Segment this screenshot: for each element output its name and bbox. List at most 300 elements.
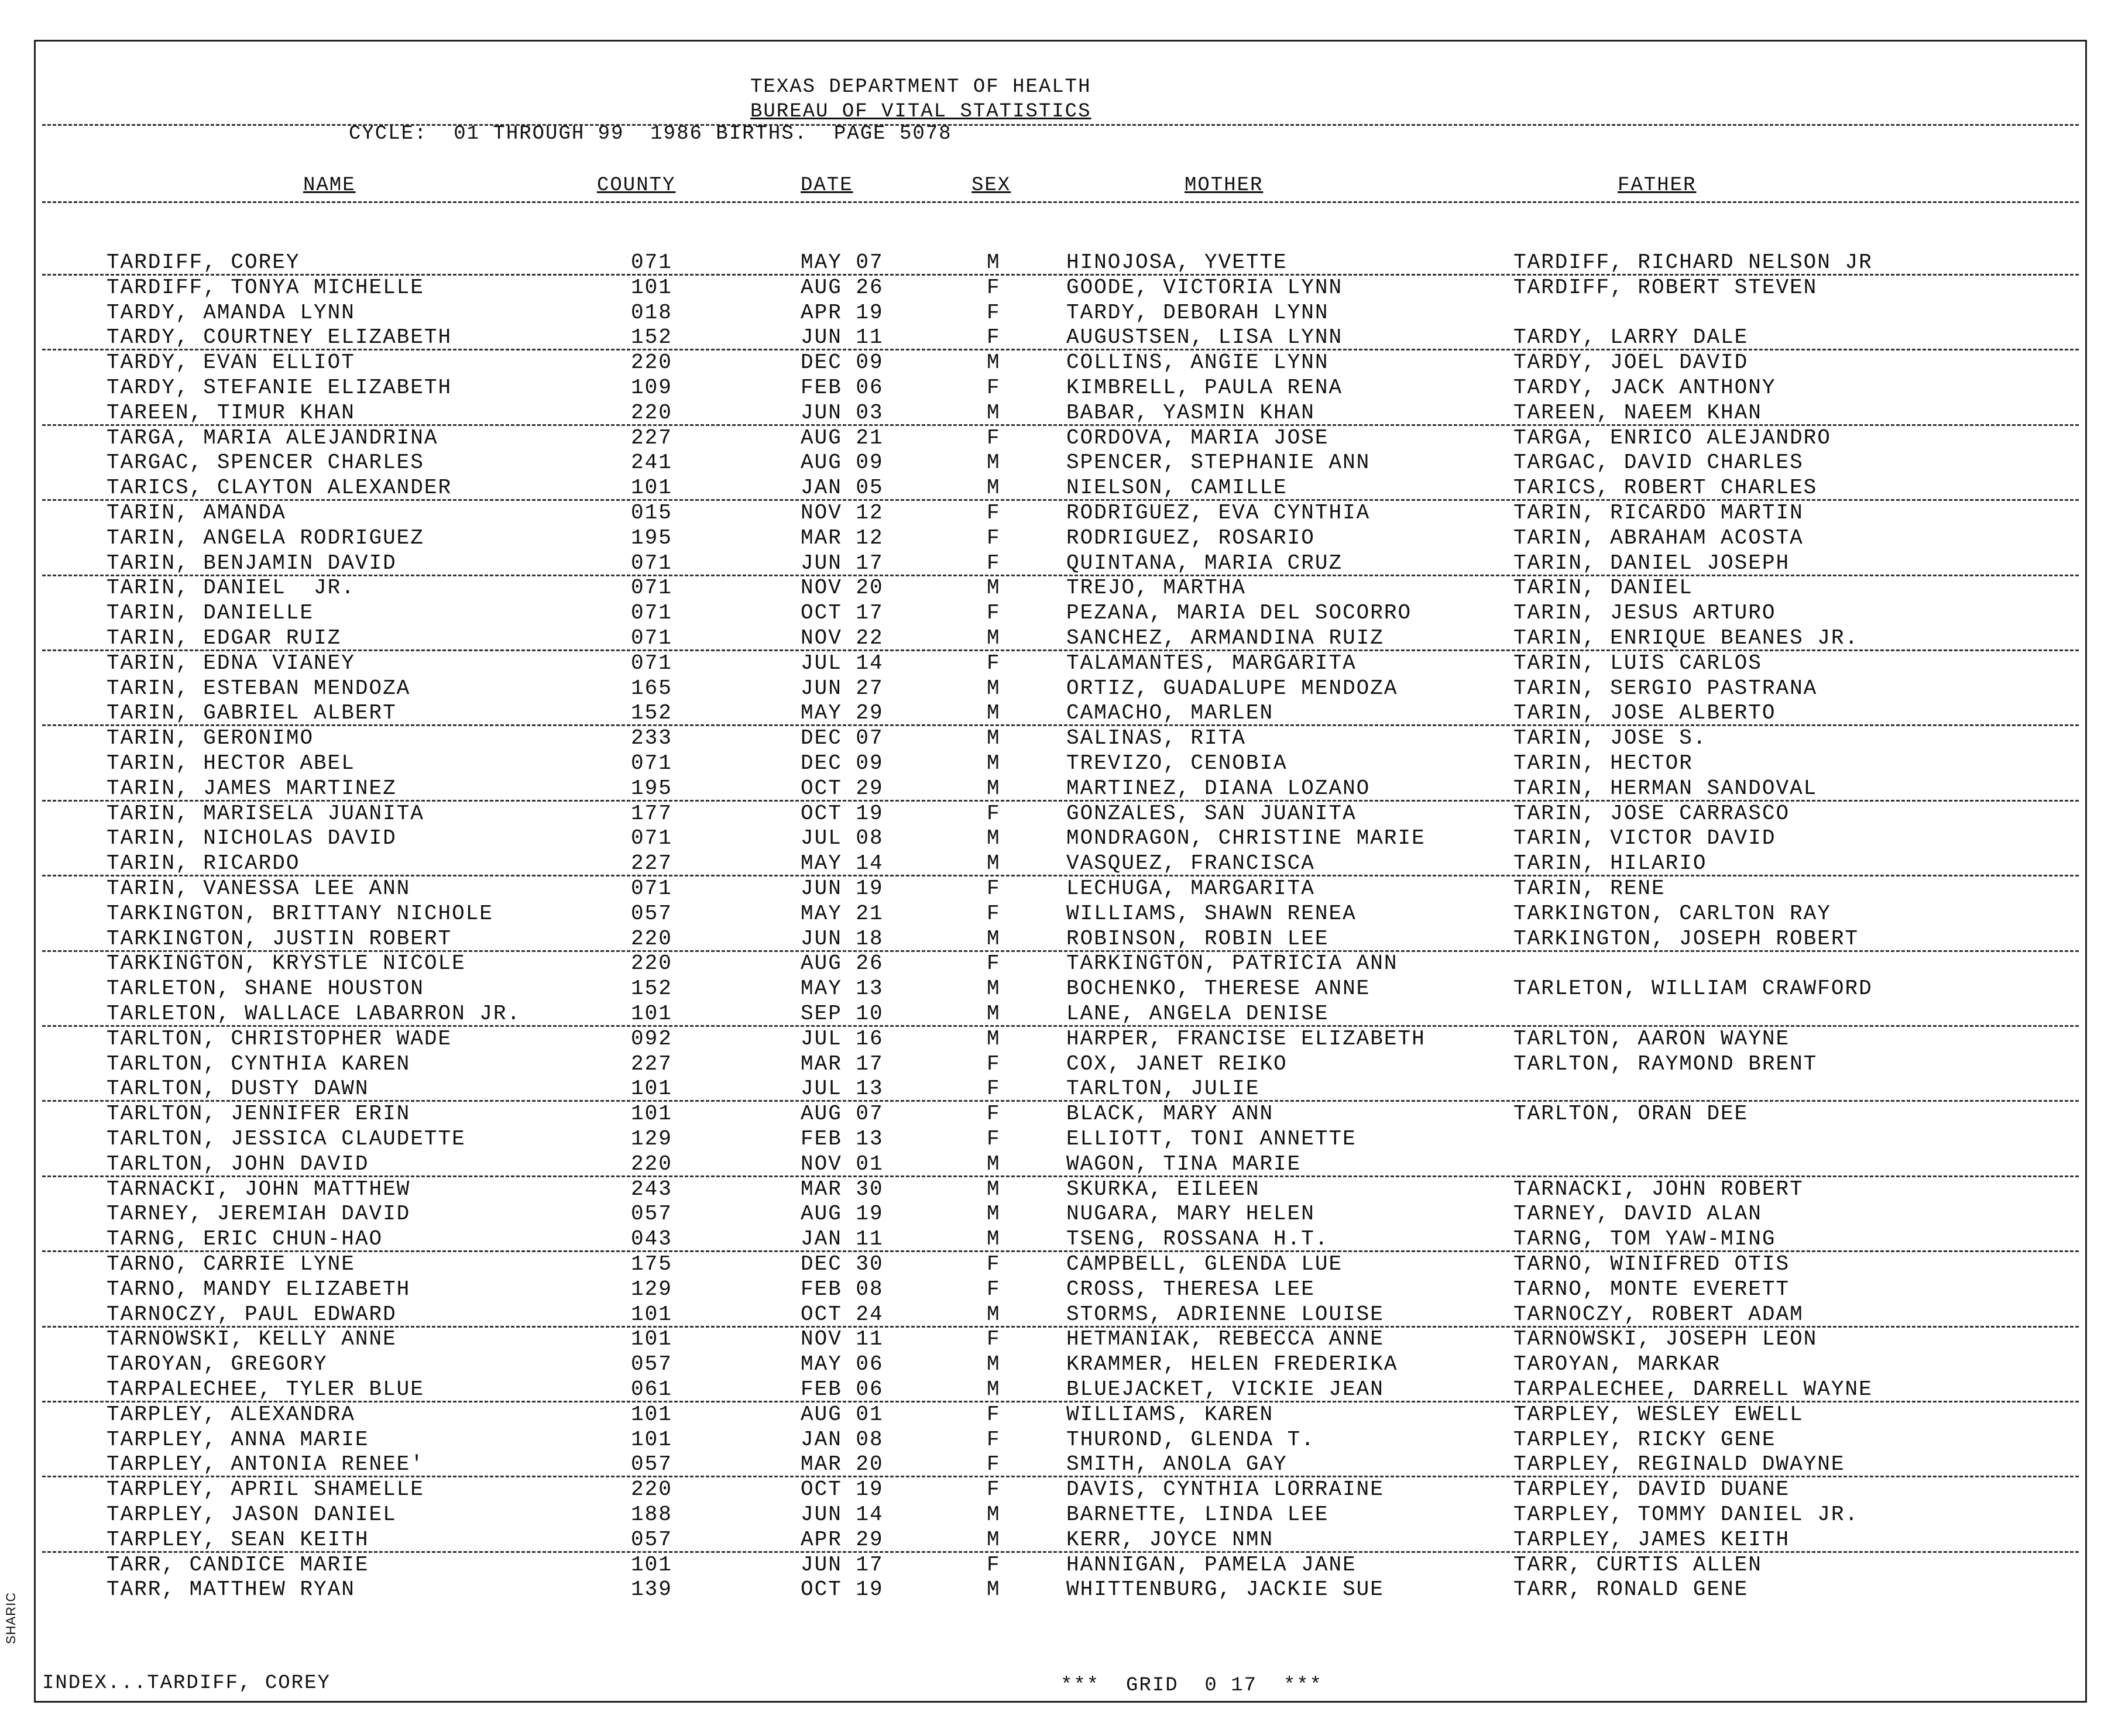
table-row	[0, 1402, 2125, 1427]
table-row	[0, 376, 2125, 400]
cell-date: DEC 30	[801, 1252, 884, 1276]
cell-mother: CAMPBELL, GLENDA LUE	[1066, 1252, 1343, 1276]
cell-sex: F	[987, 1477, 1001, 1502]
cell-father: TAROYAN, MARKAR	[1513, 1352, 1721, 1377]
cell-date: OCT 19	[801, 801, 884, 826]
cell-date: SEP 10	[801, 1002, 884, 1026]
table-row	[0, 1027, 2125, 1051]
cell-sex: M	[987, 1352, 1001, 1377]
cell-date: NOV 12	[801, 501, 884, 525]
table-row	[0, 1428, 2125, 1452]
cell-mother: ORTIZ, GUADALUPE MENDOZA	[1066, 676, 1398, 700]
cell-date: MAR 30	[801, 1177, 884, 1201]
cell-name: TARLETON, WALLACE LABARRON JR.	[107, 1002, 521, 1026]
cell-sex: M	[987, 926, 1001, 951]
table-row	[0, 325, 2125, 350]
cell-county: 018	[631, 300, 672, 325]
cell-name: TARPLEY, JASON DANIEL	[107, 1503, 397, 1527]
cell-father: TARDIFF, RICHARD NELSON JR	[1513, 250, 1873, 274]
cell-county: 101	[631, 1002, 672, 1026]
header-title: TEXAS DEPARTMENT OF HEALTH	[750, 76, 1091, 98]
table-row	[0, 401, 2125, 425]
cell-mother: BLUEJACKET, VICKIE JEAN	[1066, 1377, 1384, 1401]
cell-sex: F	[987, 1252, 1001, 1276]
cell-county: 101	[631, 476, 672, 500]
cell-father: TARLTON, ORAN DEE	[1513, 1102, 1749, 1126]
table-row	[0, 826, 2125, 851]
cell-sex: F	[987, 525, 1001, 550]
cell-sex: F	[987, 1102, 1001, 1126]
cell-sex: F	[987, 1402, 1001, 1426]
cell-county: 152	[631, 325, 672, 350]
cell-mother: TALAMANTES, MARGARITA	[1066, 651, 1357, 675]
table-row	[0, 1152, 2125, 1177]
cell-date: OCT 19	[801, 1477, 884, 1502]
cell-sex: M	[987, 576, 1001, 600]
cell-county: 101	[631, 1302, 672, 1326]
cell-sex: M	[987, 701, 1001, 726]
table-row	[0, 726, 2125, 751]
cell-county: 057	[631, 1352, 672, 1377]
cell-date: JUN 18	[801, 926, 884, 951]
cell-date: JUN 17	[801, 551, 884, 575]
cell-father: TARNG, TOM YAW-MING	[1513, 1227, 1776, 1252]
cell-mother: TSENG, ROSSANA H.T.	[1066, 1227, 1329, 1252]
table-row	[0, 802, 2125, 826]
cell-name: TARDY, EVAN ELLIOT	[107, 350, 355, 375]
table-row	[0, 576, 2125, 600]
cell-date: OCT 24	[801, 1302, 884, 1326]
column-header-mother: MOTHER	[1185, 174, 1264, 197]
table-row	[0, 1227, 2125, 1252]
cell-father: TARKINGTON, CARLTON RAY	[1513, 901, 1831, 926]
cell-name: TARR, MATTHEW RYAN	[107, 1577, 355, 1602]
cell-county: 177	[631, 801, 672, 826]
cell-sex: F	[987, 1452, 1001, 1477]
cell-mother: KRAMMER, HELEN FREDERIKA	[1066, 1352, 1398, 1377]
cell-sex: M	[987, 626, 1001, 650]
cell-father: TARPLEY, JAMES KEITH	[1513, 1527, 1790, 1552]
cell-date: MAR 12	[801, 525, 884, 550]
column-header-sex: SEX	[971, 174, 1011, 197]
table-row	[0, 1202, 2125, 1226]
cell-father: TARGAC, DAVID CHARLES	[1513, 451, 1804, 475]
cell-county: 071	[631, 576, 672, 600]
cell-sex: F	[987, 801, 1001, 826]
cell-sex: M	[987, 476, 1001, 500]
cell-mother: KERR, JOYCE NMN	[1066, 1527, 1274, 1552]
cell-sex: F	[987, 275, 1001, 300]
cell-name: TARNO, CARRIE LYNE	[107, 1252, 355, 1276]
cell-mother: QUINTANA, MARIA CRUZ	[1066, 551, 1343, 575]
cell-name: TARIN, JAMES MARTINEZ	[107, 776, 397, 800]
cell-county: 071	[631, 551, 672, 575]
cell-sex: F	[987, 325, 1001, 350]
cell-mother: NIELSON, CAMILLE	[1066, 476, 1288, 500]
cell-date: OCT 17	[801, 601, 884, 625]
cell-date: MAY 14	[801, 851, 884, 876]
cell-name: TARIN, BENJAMIN DAVID	[107, 551, 397, 575]
cell-date: FEB 06	[801, 376, 884, 400]
table-row	[0, 1252, 2125, 1277]
cell-mother: PEZANA, MARIA DEL SOCORRO	[1066, 601, 1412, 625]
cell-date: JAN 05	[801, 476, 884, 500]
cell-father: TARDY, LARRY DALE	[1513, 325, 1749, 350]
cell-county: 233	[631, 726, 672, 751]
cell-name: TARPLEY, ANTONIA RENEE'	[107, 1452, 424, 1477]
table-row	[0, 451, 2125, 475]
cell-father: TARPLEY, REGINALD DWAYNE	[1513, 1452, 1845, 1477]
cell-mother: NUGARA, MARY HELEN	[1066, 1202, 1315, 1226]
cell-father: TAREEN, NAEEM KHAN	[1513, 400, 1762, 425]
cell-date: AUG 01	[801, 1402, 884, 1426]
cell-county: 101	[631, 1552, 672, 1577]
cell-name: TARLETON, SHANE HOUSTON	[107, 977, 424, 1001]
cell-name: TARNG, ERIC CHUN-HAO	[107, 1227, 383, 1252]
cell-mother: ELLIOTT, TONI ANNETTE	[1066, 1127, 1357, 1151]
cell-name: TARIN, ESTEBAN MENDOZA	[107, 676, 411, 700]
cell-mother: MONDRAGON, CHRISTINE MARIE	[1066, 826, 1426, 851]
cell-sex: F	[987, 501, 1001, 525]
cell-mother: SKURKA, EILEEN	[1066, 1177, 1260, 1201]
cell-father: TARNO, WINIFRED OTIS	[1513, 1252, 1790, 1276]
cell-mother: HETMANIAK, REBECCA ANNE	[1066, 1327, 1384, 1352]
cell-name: TAROYAN, GREGORY	[107, 1352, 328, 1377]
cell-date: JUN 17	[801, 1552, 884, 1577]
cell-mother: WAGON, TINA MARIE	[1066, 1151, 1302, 1176]
cell-sex: F	[987, 376, 1001, 400]
cell-county: 101	[631, 1102, 672, 1126]
cell-sex: F	[987, 1277, 1001, 1301]
cell-date: JUN 27	[801, 676, 884, 700]
cell-mother: SALINAS, RITA	[1066, 726, 1246, 751]
cell-date: APR 19	[801, 300, 884, 325]
cell-date: JUL 16	[801, 1026, 884, 1051]
cell-date: MAY 06	[801, 1352, 884, 1377]
cell-name: TARIN, GABRIEL ALBERT	[107, 701, 397, 726]
cell-name: TARIN, AMANDA	[107, 501, 286, 525]
table-row	[0, 1452, 2125, 1477]
cell-county: 061	[631, 1377, 672, 1401]
cell-father: TARNOWSKI, JOSEPH LEON	[1513, 1327, 1818, 1352]
cell-county: 220	[631, 1477, 672, 1502]
cell-father: TARR, CURTIS ALLEN	[1513, 1552, 1762, 1577]
cell-sex: M	[987, 1577, 1001, 1602]
cell-name: TARIN, ANGELA RODRIGUEZ	[107, 525, 424, 550]
cell-name: TARPLEY, ANNA MARIE	[107, 1427, 369, 1452]
cell-county: 101	[631, 275, 672, 300]
cell-date: MAY 07	[801, 250, 884, 274]
cell-name: TARICS, CLAYTON ALEXANDER	[107, 476, 452, 500]
cell-sex: M	[987, 826, 1001, 851]
table-row	[0, 1077, 2125, 1101]
cell-mother: SPENCER, STEPHANIE ANN	[1066, 451, 1371, 475]
cell-county: 195	[631, 525, 672, 550]
cell-county: 071	[631, 601, 672, 625]
cell-county: 139	[631, 1577, 672, 1602]
cell-sex: M	[987, 726, 1001, 751]
cell-father: TARIN, JOSE CARRASCO	[1513, 801, 1790, 826]
cell-father: TARIN, VICTOR DAVID	[1513, 826, 1776, 851]
cell-name: TARIN, DANIEL JR.	[107, 576, 355, 600]
cell-mother: RODRIGUEZ, ROSARIO	[1066, 525, 1315, 550]
cell-county: 092	[631, 1026, 672, 1051]
cell-name: TARIN, MARISELA JUANITA	[107, 801, 424, 826]
cell-date: DEC 09	[801, 751, 884, 775]
cell-county: 109	[631, 376, 672, 400]
cell-date: AUG 09	[801, 451, 884, 475]
column-header-rule	[42, 201, 2079, 203]
cell-sex: F	[987, 1327, 1001, 1352]
cell-sex: F	[987, 1051, 1001, 1076]
cell-mother: RODRIGUEZ, EVA CYNTHIA	[1066, 501, 1371, 525]
cell-sex: M	[987, 1202, 1001, 1226]
table-row	[0, 1503, 2125, 1527]
cell-mother: AUGUSTSEN, LISA LYNN	[1066, 325, 1343, 350]
cell-father: TARLETON, WILLIAM CRAWFORD	[1513, 977, 1873, 1001]
column-header-county: COUNTY	[597, 174, 676, 197]
header-rule	[42, 124, 2079, 126]
table-row	[0, 977, 2125, 1001]
cell-father: TARNOCZY, ROBERT ADAM	[1513, 1302, 1804, 1326]
table-row	[0, 701, 2125, 726]
cell-name: TARKINGTON, BRITTANY NICHOLE	[107, 901, 493, 926]
cell-mother: ROBINSON, ROBIN LEE	[1066, 926, 1329, 951]
table-row	[0, 1177, 2125, 1202]
cell-sex: F	[987, 901, 1001, 926]
cell-mother: SANCHEZ, ARMANDINA RUIZ	[1066, 626, 1384, 650]
table-row	[0, 1052, 2125, 1077]
cell-father: TARPALECHEE, DARRELL WAYNE	[1513, 1377, 1873, 1401]
cell-mother: GONZALES, SAN JUANITA	[1066, 801, 1357, 826]
cell-county: 057	[631, 1527, 672, 1552]
cell-date: MAR 20	[801, 1452, 884, 1477]
cell-date: APR 29	[801, 1527, 884, 1552]
table-row	[0, 1352, 2125, 1377]
cell-name: TARIN, GERONIMO	[107, 726, 314, 751]
table-row	[0, 301, 2125, 325]
cell-county: 220	[631, 1151, 672, 1176]
cell-mother: HARPER, FRANCISE ELIZABETH	[1066, 1026, 1426, 1051]
cell-sex: M	[987, 1527, 1001, 1552]
cell-mother: VASQUEZ, FRANCISCA	[1066, 851, 1315, 876]
cell-date: JAN 11	[801, 1227, 884, 1252]
cell-father: TARGA, ENRICO ALEJANDRO	[1513, 425, 1831, 450]
table-row	[0, 551, 2125, 576]
cell-sex: M	[987, 977, 1001, 1001]
table-row	[0, 601, 2125, 625]
cell-date: NOV 01	[801, 1151, 884, 1176]
table-row	[0, 1477, 2125, 1502]
cell-date: MAY 13	[801, 977, 884, 1001]
cell-name: TARPALECHEE, TYLER BLUE	[107, 1377, 424, 1401]
table-row	[0, 276, 2125, 300]
cell-county: 101	[631, 1402, 672, 1426]
cell-sex: M	[987, 1302, 1001, 1326]
cell-name: TARLTON, JOHN DAVID	[107, 1151, 369, 1176]
cell-county: 071	[631, 626, 672, 650]
cell-county: 243	[631, 1177, 672, 1201]
cell-name: TARGAC, SPENCER CHARLES	[107, 451, 424, 475]
cell-name: TARLTON, CHRISTOPHER WADE	[107, 1026, 452, 1051]
cell-name: TARLTON, JENNIFER ERIN	[107, 1102, 411, 1126]
cell-name: TARLTON, CYNTHIA KAREN	[107, 1051, 411, 1076]
cell-county: 043	[631, 1227, 672, 1252]
cell-father: TARNACKI, JOHN ROBERT	[1513, 1177, 1804, 1201]
cell-mother: SMITH, ANOLA GAY	[1066, 1452, 1288, 1477]
cell-county: 165	[631, 676, 672, 700]
cell-county: 175	[631, 1252, 672, 1276]
cell-father: TARIN, RENE	[1513, 876, 1666, 900]
cell-mother: BARNETTE, LINDA LEE	[1066, 1503, 1329, 1527]
cell-father: TARIN, HERMAN SANDOVAL	[1513, 776, 1818, 800]
cell-sex: M	[987, 1227, 1001, 1252]
cell-sex: F	[987, 1427, 1001, 1452]
cell-sex: F	[987, 951, 1001, 976]
cell-name: TARIN, HECTOR ABEL	[107, 751, 355, 775]
table-row	[0, 1277, 2125, 1302]
cell-mother: KIMBRELL, PAULA RENA	[1066, 376, 1343, 400]
cell-father: TARDIFF, ROBERT STEVEN	[1513, 275, 1818, 300]
cell-sex: F	[987, 551, 1001, 575]
cell-name: TARPLEY, SEAN KEITH	[107, 1527, 369, 1552]
cell-mother: BOCHENKO, THERESE ANNE	[1066, 977, 1371, 1001]
cell-date: MAY 21	[801, 901, 884, 926]
cell-mother: LANE, ANGELA DENISE	[1066, 1002, 1329, 1026]
cell-county: 071	[631, 876, 672, 900]
cell-mother: CAMACHO, MARLEN	[1066, 701, 1274, 726]
cell-date: JUL 08	[801, 826, 884, 851]
cell-date: DEC 07	[801, 726, 884, 751]
cell-date: NOV 11	[801, 1327, 884, 1352]
cell-father: TARPLEY, DAVID DUANE	[1513, 1477, 1790, 1502]
cell-sex: M	[987, 676, 1001, 700]
cell-sex: M	[987, 400, 1001, 425]
cell-mother: TARLTON, JULIE	[1066, 1077, 1260, 1101]
cell-county: 071	[631, 826, 672, 851]
cell-date: NOV 22	[801, 626, 884, 650]
cell-county: 129	[631, 1127, 672, 1151]
cell-sex: M	[987, 1002, 1001, 1026]
table-row	[0, 927, 2125, 951]
cell-father: TARLTON, AARON WAYNE	[1513, 1026, 1790, 1051]
cell-father: TARIN, ABRAHAM ACOSTA	[1513, 525, 1804, 550]
table-row	[0, 501, 2125, 525]
cell-date: FEB 13	[801, 1127, 884, 1151]
table-row	[0, 876, 2125, 901]
cell-name: TAREEN, TIMUR KHAN	[107, 400, 355, 425]
cell-mother: TREJO, MARTHA	[1066, 576, 1246, 600]
table-row	[0, 676, 2125, 701]
cell-name: TARKINGTON, KRYSTLE NICOLE	[107, 951, 466, 976]
table-row	[0, 1377, 2125, 1402]
table-row	[0, 776, 2125, 801]
cell-date: JUN 19	[801, 876, 884, 900]
cell-father: TARPLEY, TOMMY DANIEL JR.	[1513, 1503, 1859, 1527]
cell-mother: HINOJOSA, YVETTE	[1066, 250, 1288, 274]
table-row	[0, 651, 2125, 676]
cell-father: TARIN, RICARDO MARTIN	[1513, 501, 1804, 525]
cycle-line: CYCLE: 01 THROUGH 99 1986 BIRTHS. PAGE 5078	[349, 123, 952, 145]
cell-father: TARIN, DANIEL JOSEPH	[1513, 551, 1790, 575]
table-row	[0, 1327, 2125, 1352]
cell-name: TARGA, MARIA ALEJANDRINA	[107, 425, 438, 450]
cell-county: 101	[631, 1427, 672, 1452]
cell-sex: F	[987, 651, 1001, 675]
cell-county: 071	[631, 250, 672, 274]
cell-county: 057	[631, 1202, 672, 1226]
cell-county: 188	[631, 1503, 672, 1527]
table-row	[0, 350, 2125, 375]
cell-mother: THUROND, GLENDA T.	[1066, 1427, 1315, 1452]
cell-mother: CORDOVA, MARIA JOSE	[1066, 425, 1329, 450]
cell-mother: WHITTENBURG, JACKIE SUE	[1066, 1577, 1384, 1602]
cell-sex: M	[987, 1151, 1001, 1176]
table-row	[0, 1528, 2125, 1552]
column-header-name: NAME	[303, 174, 356, 197]
cell-name: TARKINGTON, JUSTIN ROBERT	[107, 926, 452, 951]
cell-name: TARDIFF, COREY	[107, 250, 300, 274]
cell-mother: COX, JANET REIKO	[1066, 1051, 1288, 1076]
cell-name: TARNOWSKI, KELLY ANNE	[107, 1327, 397, 1352]
cell-county: 241	[631, 451, 672, 475]
table-row	[0, 476, 2125, 500]
cell-father: TARIN, HILARIO	[1513, 851, 1707, 876]
cell-sex: M	[987, 1026, 1001, 1051]
cell-father: TARPLEY, RICKY GENE	[1513, 1427, 1776, 1452]
cell-sex: M	[987, 776, 1001, 800]
table-row	[0, 1553, 2125, 1577]
cell-father: TARIN, HECTOR	[1513, 751, 1693, 775]
cell-mother: LECHUGA, MARGARITA	[1066, 876, 1315, 900]
cell-date: AUG 26	[801, 951, 884, 976]
cell-mother: TREVIZO, CENOBIA	[1066, 751, 1288, 775]
cell-county: 152	[631, 977, 672, 1001]
cell-name: TARDY, STEFANIE ELIZABETH	[107, 376, 452, 400]
cell-sex: F	[987, 1552, 1001, 1577]
cell-sex: M	[987, 851, 1001, 876]
cell-date: JUL 14	[801, 651, 884, 675]
cell-county: 220	[631, 951, 672, 976]
cell-father: TARLTON, RAYMOND BRENT	[1513, 1051, 1818, 1076]
cell-date: AUG 21	[801, 425, 884, 450]
cell-mother: WILLIAMS, SHAWN RENEA	[1066, 901, 1357, 926]
cell-father: TARIN, SERGIO PASTRANA	[1513, 676, 1818, 700]
table-row	[0, 751, 2125, 776]
cell-date: DEC 09	[801, 350, 884, 375]
cell-name: TARNOCZY, PAUL EDWARD	[107, 1302, 397, 1326]
cell-sex: F	[987, 601, 1001, 625]
cell-sex: M	[987, 1503, 1001, 1527]
cell-sex: M	[987, 1177, 1001, 1201]
cell-father: TARIN, JESUS ARTURO	[1513, 601, 1776, 625]
cell-date: MAR 17	[801, 1051, 884, 1076]
cell-name: TARR, CANDICE MARIE	[107, 1552, 369, 1577]
cell-father: TARR, RONALD GENE	[1513, 1577, 1749, 1602]
footer-grid: *** GRID 0 17 ***	[1060, 1675, 1323, 1697]
cell-county: 220	[631, 926, 672, 951]
cell-county: 227	[631, 425, 672, 450]
cell-county: 220	[631, 400, 672, 425]
cell-father: TARNO, MONTE EVERETT	[1513, 1277, 1790, 1301]
cell-father: TARIN, JOSE ALBERTO	[1513, 701, 1776, 726]
table-row	[0, 951, 2125, 976]
column-header-date: DATE	[801, 174, 853, 197]
cell-county: 071	[631, 751, 672, 775]
cell-county: 152	[631, 701, 672, 726]
cell-county: 227	[631, 851, 672, 876]
cell-name: TARIN, RICARDO	[107, 851, 300, 876]
